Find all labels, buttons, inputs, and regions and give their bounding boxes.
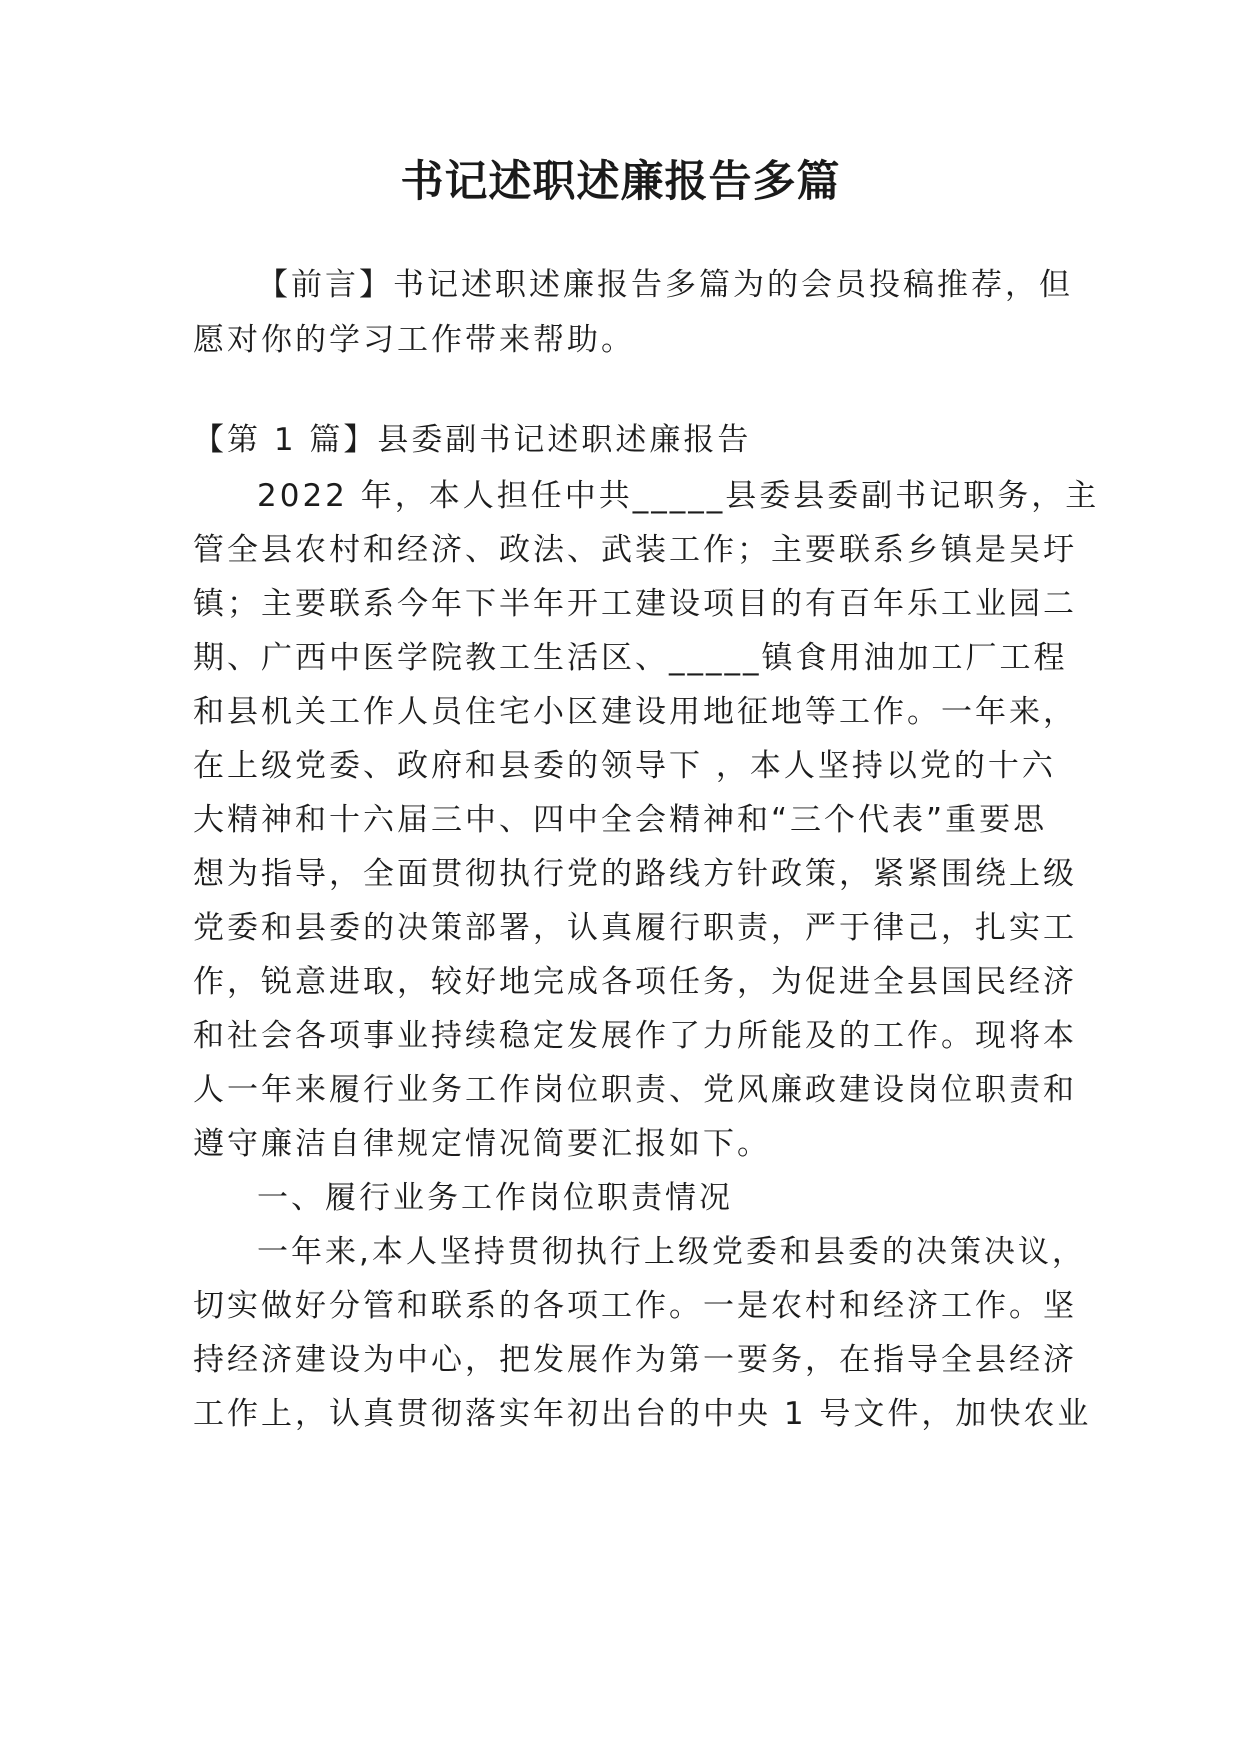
section-heading: 【第 1 篇】县委副书记述职述廉报告 — [193, 422, 752, 458]
paragraph-line: 作，锐意进取，较好地完成各项任务，为促进全县国民经济 — [193, 964, 1077, 1000]
subsection-heading: 一、履行业务工作岗位职责情况 — [257, 1180, 733, 1216]
paragraph-line: 管全县农村和经济、政法、武装工作；主要联系乡镇是吴圩 — [193, 532, 1077, 568]
paragraph-line: 遵守廉洁自律规定情况简要汇报如下。 — [193, 1126, 771, 1162]
document-title: 书记述职述廉报告多篇 — [400, 157, 841, 207]
paragraph-line: 镇；主要联系今年下半年开工建设项目的有百年乐工业园二 — [193, 586, 1077, 622]
paragraph-line: 想为指导，全面贯彻执行党的路线方针政策，紧紧围绕上级 — [193, 856, 1077, 892]
paragraph-line: 工作上，认真贯彻落实年初出台的中央 1 号文件，加快农业 — [193, 1396, 1092, 1432]
paragraph-line: 和社会各项事业持续稳定发展作了力所能及的工作。现将本 — [193, 1018, 1077, 1054]
paragraph-line: 人一年来履行业务工作岗位职责、党风廉政建设岗位职责和 — [193, 1072, 1077, 1108]
paragraph-line: 期、广西中医学院教工生活区、_____镇食用油加工厂工程 — [193, 640, 1068, 676]
paragraph-line: 切实做好分管和联系的各项工作。一是农村和经济工作。坚 — [193, 1288, 1077, 1324]
paragraph-line: 一年来,本人坚持贯彻执行上级党委和县委的决策决议， — [257, 1234, 1086, 1270]
paragraph-line: 在上级党委、政府和县委的领导下 ，本人坚持以党的十六 — [193, 748, 1056, 784]
paragraph-line: 持经济建设为中心，把发展作为第一要务，在指导全县经济 — [193, 1342, 1077, 1378]
paragraph-line: 2022 年，本人担任中共_____县委县委副书记职务，主 — [257, 478, 1100, 514]
preface-line-2: 愿对你的学习工作带来帮助。 — [193, 322, 635, 358]
paragraph-line: 和县机关工作人员住宅小区建设用地征地等工作。一年来， — [193, 694, 1077, 730]
paragraph-line: 大精神和十六届三中、四中全会精神和“三个代表”重要思 — [193, 802, 1048, 838]
paragraph-line: 党委和县委的决策部署，认真履行职责，严于律己，扎实工 — [193, 910, 1077, 946]
preface-line-1: 【前言】书记述职述廉报告多篇为的会员投稿推荐，但 — [257, 267, 1073, 303]
